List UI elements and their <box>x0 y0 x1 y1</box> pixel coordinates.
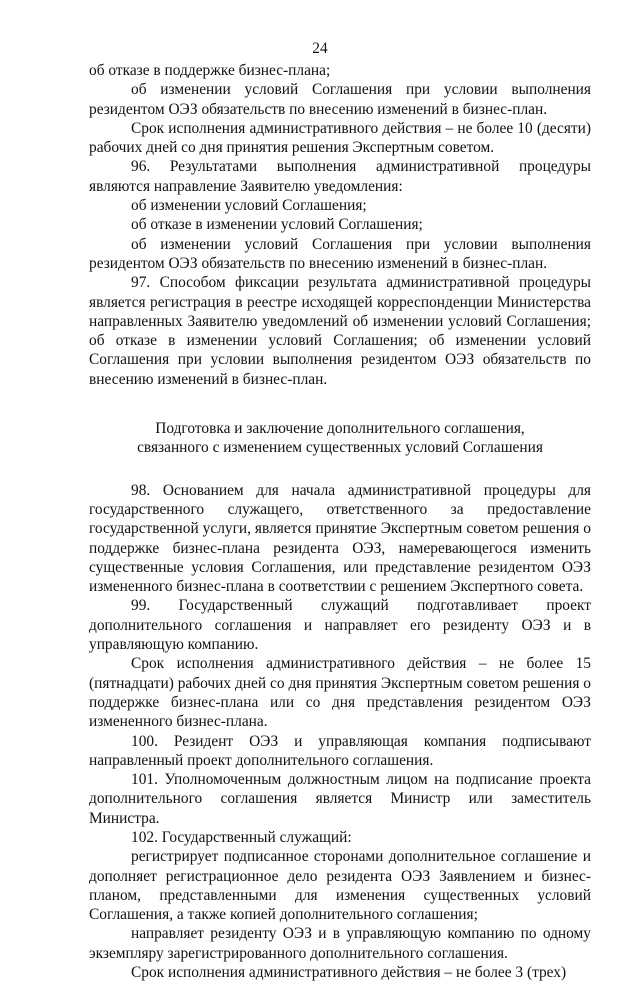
paragraph: об отказе в изменении условий Соглашения; <box>131 216 423 234</box>
section-heading <box>89 419 591 458</box>
paragraph: Срок исполнения административного действия – не более 15 (пятнадцати) рабочих дней со дня принятия Экспертным советом решения о поддержке бизнес-плана или со дня представления резидентом ОЭЗ измененного бизнес-плана. <box>89 655 591 731</box>
paragraph: об изменении условий Соглашения при условии выполнения резидентом ОЭЗ обязательств по внесению изменений в бизнес-план. <box>89 235 591 272</box>
page-number: 24 <box>312 40 328 57</box>
document-body <box>89 61 591 982</box>
paragraph: 96. Результатами выполнения административной процедуры являются направление Заявителю уведомления: <box>89 158 591 195</box>
section-top <box>89 61 591 389</box>
section-heading-line-1: Подготовка и заключение дополнительного соглашения, <box>155 420 525 438</box>
paragraph: 99. Государственный служащий подготавливает проект дополнительного соглашения и направляет его резиденту ОЭЗ и в управляющую компанию. <box>89 597 591 654</box>
paragraph: регистрирует подписанное сторонами дополнительное соглашение и дополняет регистрационное дело резидента ОЭЗ Заявлением и бизнес-планом, представленными для изменения существенных условий Соглашения, а также копией дополнительного соглашения; <box>89 848 591 924</box>
paragraph: 97. Способом фиксации результата административной процедуры является регистрация в реестре исходящей корреспонденции Министерства направленных Заявителю уведомлений об изменении условий Соглашения; об отказе в изменении условий Соглашения; об изменении условий Соглашения при условии выполнения резидентом ОЭЗ обязательств по внесению изменений в бизнес-план. <box>89 274 591 388</box>
section-bottom <box>89 481 591 982</box>
paragraph: Срок исполнения административного действия – не более 3 (трех) <box>131 964 567 982</box>
paragraph: 100. Резидент ОЭЗ и управляющая компания подписывают направленный проект дополнительного соглашения. <box>89 732 591 769</box>
paragraph: об отказе в поддержке бизнес-плана; <box>89 62 331 79</box>
paragraph: 98. Основанием для начала административной процедуры для государственного служащего, ответственного за предоставление государственной услуги, является принятие Экспертным советом решения о поддержке бизнес-плана резидента ОЭЗ, намеревающегося изменить существенные условия Соглашения, или представление резидентом ОЭЗ измененного бизнес-плана в соответствии с решением Экспертного совета. <box>89 481 591 596</box>
paragraph: направляет резиденту ОЭЗ и в управляющую компанию по одному экземпляру зарегистрированного дополнительного соглашения. <box>89 925 591 962</box>
paragraph: 101. Уполномоченным должностным лицом на подписание проекта дополнительного соглашения является Министр или заместитель Министра. <box>89 771 591 827</box>
paragraph: об изменении условий Соглашения при условии выполнения резидентом ОЭЗ обязательств по внесению изменений в бизнес-план. <box>89 81 591 118</box>
section-heading-line-2: связанного с изменением существенных условий Соглашения <box>137 439 543 457</box>
paragraph: 102. Государственный служащий: <box>131 828 352 846</box>
paragraph: об изменении условий Соглашения; <box>131 197 367 215</box>
paragraph: Срок исполнения административного действия – не более 10 (десяти) рабочих дней со дня принятия решения Экспертным советом. <box>89 119 591 157</box>
